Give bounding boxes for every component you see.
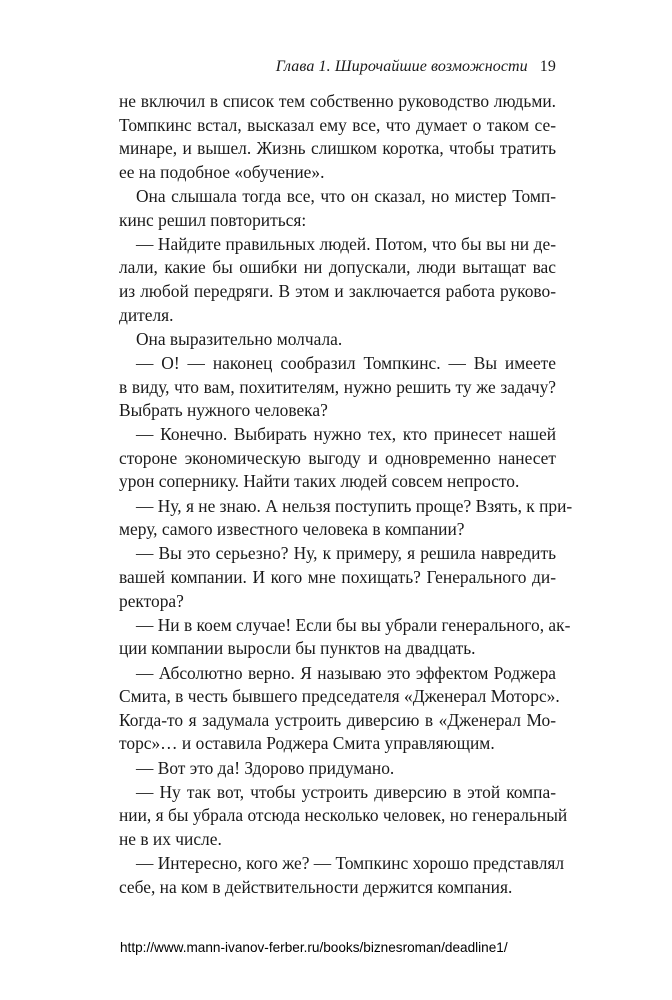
text-line: стороне экономическую выгоду и одновременно нанесет [119,447,556,468]
text-line: Она слышала тогда все, что он сказал, но мистер Томп- [136,185,556,206]
text-line: — Ну так вот, чтобы устроить диверсию в этой компа- [136,781,556,802]
text-line: — Ну, я не знаю. А нельзя поступить проще? Взять, к при- [136,495,573,516]
text-line: минаре, и вышел. Жизнь слишком коротка, чтобы тратить [119,138,556,159]
text-line: Когда-то я задумала устроить диверсию в «Дженерал Мо- [119,709,556,730]
text-line: ции компании выросли бы пунктов на двадцать. [119,638,476,659]
text-line: ее на подобное «обучение». [119,161,325,182]
paragraph [119,233,556,327]
text-line: — Абсолютно верно. Я называю это эффектом Роджера [136,662,556,683]
paragraph [119,90,556,184]
paragraph [119,328,556,352]
text-line: ректора? [119,590,184,611]
text-line: Томпкинс встал, высказал ему все, что думает о таком се- [119,114,556,135]
text-line: кинс решил повториться: [119,209,307,230]
paragraph [119,757,556,781]
text-line: не в их числе. [119,828,222,849]
text-line: дителя. [119,304,174,325]
text-line: — Интересно, кого же? — Томпкинс хорошо представлял [136,853,565,874]
text-line: — О! — наконец сообразил Томпкинс. — Вы имеете [136,352,556,373]
text-line: — Конечно. Выбирать нужно тех, кто принесет нашей [136,424,556,445]
paragraph [119,185,556,232]
paragraph [119,423,556,494]
text-line: торс»… и оставила Роджера Смита управляющим. [119,733,495,754]
text-line: — Вот это да! Здорово придумано. [136,757,395,778]
text-line: вашей компании. И кого мне похищать? Генерального ди- [119,567,556,588]
running-header [276,58,556,76]
paragraph [119,614,571,661]
text-line: Смита, в честь бывшего председателя «Дженерал Моторс». [119,686,560,707]
text-line: себе, на ком в действительности держится компания. [119,876,513,897]
text-line: урон сопернику. Найти таких людей совсем непросто. [119,471,520,492]
paragraph [119,852,565,899]
footer-url[interactable]: http://www.mann-ivanov-ferber.ru/books/biznesroman/deadline1/ [120,940,508,955]
paragraph [119,542,556,613]
text-line: Она выразительно молчала. [136,328,343,349]
paragraph [119,662,560,756]
paragraph [119,352,556,423]
text-line: меру, самого известного человека в компании? [119,519,465,540]
text-line: не включил в список тем собственно руководство людьми. [119,91,556,111]
body-text [119,90,573,900]
text-line: из любой передряги. В этом и заключается работа руково- [119,280,556,301]
text-line: нии, я бы убрала отсюда несколько человек, но генеральный [119,805,568,826]
page-number: 19 [539,58,556,75]
text-line: — Вы это серьезно? Ну, к примеру, я решила навредить [136,543,556,564]
text-line: — Найдите правильных людей. Потом, что бы вы ни де- [136,233,556,254]
text-line: — Ни в коем случае! Если бы вы убрали генерального, ак- [136,614,571,635]
text-line: Выбрать нужного человека? [119,400,328,421]
paragraph [119,781,568,852]
text-line: в виду, что вам, похитителям, нужно решить ту же задачу? [119,376,556,397]
paragraph [119,495,573,542]
text-line: лали, какие бы ошибки ни допускали, люди вытащат вас [119,257,556,278]
chapter-title: Глава 1. Широчайшие возможности [275,58,528,75]
